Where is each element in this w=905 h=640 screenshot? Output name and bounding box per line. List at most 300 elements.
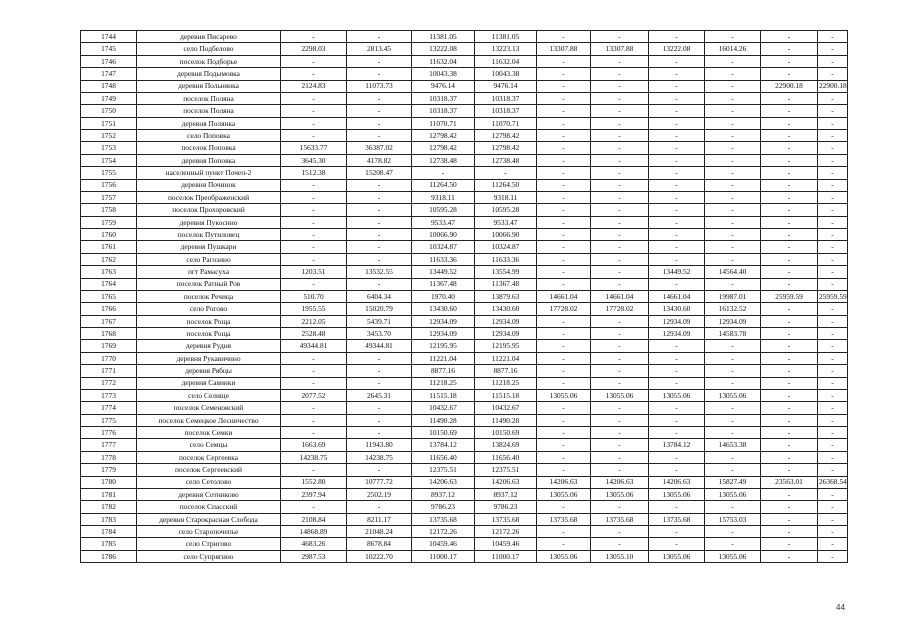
value-cell: - (649, 204, 705, 216)
value-cell: - (818, 117, 848, 129)
value-cell: - (649, 68, 705, 80)
settlement-name-cell: деревня Савинки (137, 377, 281, 389)
value-cell: - (347, 204, 412, 216)
row-number-cell: 1756 (81, 179, 137, 191)
row-number-cell: 1772 (81, 377, 137, 389)
table-row (81, 266, 848, 278)
value-cell: 1663.69 (281, 439, 347, 451)
value-cell: 11264.50 (475, 179, 537, 191)
value-cell: 2124.83 (281, 80, 347, 92)
value-cell: - (591, 328, 649, 340)
value-cell: - (537, 278, 591, 290)
value-cell: - (705, 55, 761, 67)
value-cell: 10324.87 (475, 241, 537, 253)
row-number-cell: 1750 (81, 105, 137, 117)
value-cell: 12195.95 (412, 340, 475, 352)
value-cell: - (281, 253, 347, 265)
value-cell: 16132.52 (705, 303, 761, 315)
value-cell: - (591, 216, 649, 228)
value-cell: 14206.63 (537, 476, 591, 488)
value-cell: 2212.05 (281, 315, 347, 327)
value-cell: - (761, 513, 818, 525)
value-cell: 4178.82 (347, 154, 412, 166)
value-cell: 12375.51 (412, 464, 475, 476)
row-number-cell: 1752 (81, 130, 137, 142)
value-cell: - (537, 142, 591, 154)
value-cell: - (761, 229, 818, 241)
value-cell: - (761, 414, 818, 426)
table-row (81, 538, 848, 550)
value-cell: 11218.25 (412, 377, 475, 389)
value-cell: - (281, 365, 347, 377)
value-cell: - (537, 204, 591, 216)
value-cell: 14661.04 (591, 290, 649, 302)
value-cell: - (649, 80, 705, 92)
value-cell: 10595.28 (412, 204, 475, 216)
table-row (81, 550, 848, 562)
value-cell: 15020.79 (347, 303, 412, 315)
value-cell: - (818, 43, 848, 55)
value-cell: 22900.18 (761, 80, 818, 92)
table-row (81, 43, 848, 55)
value-cell: 1552.80 (281, 476, 347, 488)
value-cell: - (649, 216, 705, 228)
settlement-name-cell: поселок Речица (137, 290, 281, 302)
value-cell: - (649, 191, 705, 203)
value-cell: - (347, 216, 412, 228)
value-cell: - (705, 427, 761, 439)
value-cell: - (591, 117, 649, 129)
tariff-table (80, 30, 848, 563)
settlement-name-cell: поселок Преображенский (137, 191, 281, 203)
value-cell: - (705, 167, 761, 179)
table-row (81, 464, 848, 476)
value-cell: - (705, 92, 761, 104)
value-cell: - (818, 55, 848, 67)
value-cell: - (537, 154, 591, 166)
settlement-name-cell: деревня Пукосино (137, 216, 281, 228)
settlement-name-cell: пгт Рамасуха (137, 266, 281, 278)
value-cell: - (818, 550, 848, 562)
value-cell: - (761, 365, 818, 377)
value-cell: - (591, 229, 649, 241)
settlement-name-cell: деревня Пушкари (137, 241, 281, 253)
value-cell: 10066.90 (475, 229, 537, 241)
table-row (81, 204, 848, 216)
settlement-name-cell: село Сетолово (137, 476, 281, 488)
value-cell: - (347, 501, 412, 513)
value-cell: 10324.87 (412, 241, 475, 253)
value-cell: 19987.01 (705, 290, 761, 302)
value-cell: - (649, 402, 705, 414)
value-cell: - (281, 130, 347, 142)
value-cell: 26368.54 (819, 477, 847, 487)
value-cell: - (818, 31, 848, 43)
table-row (81, 439, 848, 451)
value-cell: - (705, 526, 761, 538)
value-cell: - (591, 105, 649, 117)
value-cell: - (761, 179, 818, 191)
value-cell: - (761, 402, 818, 414)
value-cell: - (537, 377, 591, 389)
value-cell: - (281, 229, 347, 241)
value-cell: 12172.26 (412, 526, 475, 538)
table-row (81, 191, 848, 203)
value-cell: 2397.94 (281, 488, 347, 500)
settlement-name-cell: деревня Рукавичино (137, 352, 281, 364)
value-cell: 1970.40 (412, 290, 475, 302)
row-number-cell: 1769 (81, 340, 137, 352)
value-cell: 13055.06 (649, 488, 705, 500)
value-cell: - (761, 142, 818, 154)
value-cell: - (818, 278, 848, 290)
row-number-cell: 1749 (81, 92, 137, 104)
value-cell: - (818, 315, 848, 327)
value-cell: 11381.05 (412, 31, 475, 43)
value-cell: 2813.45 (347, 43, 412, 55)
value-cell: 13532.55 (347, 266, 412, 278)
value-cell: - (761, 31, 818, 43)
settlement-name-cell: населенный пункт Почеп-2 (137, 167, 281, 179)
table-row (81, 80, 848, 92)
settlement-name-cell: поселок Поляна (137, 92, 281, 104)
value-cell: - (818, 538, 848, 550)
row-number-cell: 1768 (81, 328, 137, 340)
value-cell: 11490.28 (475, 414, 537, 426)
value-cell: - (591, 241, 649, 253)
value-cell: 12934.09 (475, 328, 537, 340)
value-cell: - (537, 253, 591, 265)
value-cell: 17728.02 (537, 303, 591, 315)
value-cell: - (649, 253, 705, 265)
value-cell: - (537, 464, 591, 476)
value-cell: 13879.63 (475, 290, 537, 302)
value-cell: 14564.40 (705, 266, 761, 278)
settlement-name-cell: село Подбелово (137, 43, 281, 55)
value-cell: - (705, 130, 761, 142)
value-cell: - (818, 414, 848, 426)
row-number-cell: 1766 (81, 303, 137, 315)
settlement-name-cell: село Семцы (137, 439, 281, 451)
value-cell: - (649, 130, 705, 142)
settlement-name-cell: деревня Писарево (137, 31, 281, 43)
value-cell: 12798.42 (475, 142, 537, 154)
value-cell: 22900.18 (819, 81, 847, 91)
value-cell: - (281, 117, 347, 129)
value-cell: - (347, 253, 412, 265)
value-cell: 2987.53 (281, 550, 347, 562)
value-cell: - (818, 253, 848, 265)
value-cell: 11633.36 (475, 253, 537, 265)
value-cell: - (649, 278, 705, 290)
value-cell: 10318.37 (475, 105, 537, 117)
value-cell: - (761, 43, 818, 55)
value-cell: 2502.19 (347, 488, 412, 500)
value-cell: 10043.38 (412, 68, 475, 80)
value-cell: 13222.08 (649, 43, 705, 55)
value-cell: 14206.63 (649, 476, 705, 488)
value-cell: - (537, 80, 591, 92)
table-row (81, 92, 848, 104)
value-cell: 14238.75 (281, 451, 347, 463)
value-cell: - (537, 315, 591, 327)
value-cell: 13307.88 (537, 43, 591, 55)
value-cell: 14206.63 (412, 476, 475, 488)
value-cell: - (818, 142, 848, 154)
value-cell: - (761, 68, 818, 80)
value-cell: - (537, 451, 591, 463)
row-number-cell: 1782 (81, 501, 137, 513)
value-cell: 12934.09 (412, 328, 475, 340)
value-cell: - (818, 427, 848, 439)
value-cell: - (761, 105, 818, 117)
value-cell: - (649, 414, 705, 426)
value-cell: - (347, 117, 412, 129)
value-cell: - (761, 526, 818, 538)
value-cell: 11381.05 (475, 31, 537, 43)
value-cell: 2528.48 (281, 328, 347, 340)
settlement-name-cell: поселок Сергеевка (137, 451, 281, 463)
value-cell: 13055.06 (649, 389, 705, 401)
value-cell: 10150.69 (475, 427, 537, 439)
value-cell: - (537, 229, 591, 241)
settlement-name-cell: деревня Рябцы (137, 365, 281, 377)
value-cell: - (761, 340, 818, 352)
value-cell: 16014.26 (705, 43, 761, 55)
row-number-cell: 1770 (81, 352, 137, 364)
row-number-cell: 1785 (81, 538, 137, 550)
value-cell: - (705, 117, 761, 129)
value-cell: - (818, 501, 848, 513)
value-cell: - (761, 55, 818, 67)
value-cell: 4683.26 (281, 538, 347, 550)
value-cell: 13735.68 (591, 513, 649, 525)
value-cell: - (818, 191, 848, 203)
value-cell: 9318.11 (475, 191, 537, 203)
value-cell: - (761, 117, 818, 129)
value-cell: 11000.17 (475, 550, 537, 562)
settlement-name-cell: деревня Старокрасная Слобода (137, 513, 281, 525)
settlement-name-cell: поселок Семки (137, 427, 281, 439)
table-row (81, 340, 848, 352)
value-cell: - (281, 414, 347, 426)
value-cell: 510.70 (281, 290, 347, 302)
value-cell: - (591, 501, 649, 513)
settlement-name-cell: деревня Подымовка (137, 68, 281, 80)
value-cell: 12738.48 (475, 154, 537, 166)
value-cell: - (591, 451, 649, 463)
value-cell: - (818, 328, 848, 340)
settlement-name-cell: деревня Полянка (137, 117, 281, 129)
row-number-cell: 1771 (81, 365, 137, 377)
value-cell: 14206.63 (475, 476, 537, 488)
value-cell: 11656.40 (412, 451, 475, 463)
table-row (81, 117, 848, 129)
value-cell: 12195.95 (475, 340, 537, 352)
value-cell: - (818, 204, 848, 216)
value-cell: 11515.18 (412, 389, 475, 401)
value-cell: - (818, 488, 848, 500)
value-cell: - (761, 92, 818, 104)
value-cell: - (591, 315, 649, 327)
value-cell: - (537, 526, 591, 538)
settlement-name-cell: деревня Польнянка (137, 80, 281, 92)
value-cell: 14661.04 (537, 290, 591, 302)
table-row (81, 154, 848, 166)
value-cell: - (537, 328, 591, 340)
value-cell: - (705, 154, 761, 166)
row-number-cell: 1761 (81, 241, 137, 253)
row-number-cell: 1757 (81, 191, 137, 203)
value-cell: 1955.55 (281, 303, 347, 315)
table-row (81, 365, 848, 377)
value-cell: 13735.68 (412, 513, 475, 525)
value-cell: - (761, 191, 818, 203)
value-cell: - (649, 464, 705, 476)
value-cell: - (761, 488, 818, 500)
value-cell: 10777.72 (347, 476, 412, 488)
value-cell: - (649, 526, 705, 538)
value-cell: 9476.14 (475, 80, 537, 92)
value-cell: - (705, 80, 761, 92)
value-cell: 2108.84 (281, 513, 347, 525)
value-cell: 13222.08 (412, 43, 475, 55)
row-number-cell: 1774 (81, 402, 137, 414)
value-cell: 13824.69 (475, 439, 537, 451)
value-cell: 14583.78 (705, 328, 761, 340)
value-cell: - (649, 538, 705, 550)
value-cell: 8937.12 (412, 488, 475, 500)
value-cell: - (591, 154, 649, 166)
value-cell: 49344.81 (281, 340, 347, 352)
value-cell: 14206.63 (591, 476, 649, 488)
value-cell: - (281, 377, 347, 389)
value-cell: - (591, 526, 649, 538)
settlement-name-cell: поселок Путиловец (137, 229, 281, 241)
row-number-cell: 1762 (81, 253, 137, 265)
value-cell: - (347, 365, 412, 377)
value-cell: 12738.48 (412, 154, 475, 166)
value-cell: - (591, 352, 649, 364)
value-cell: - (761, 278, 818, 290)
settlement-name-cell: поселок Спасский (137, 501, 281, 513)
row-number-cell: 1760 (81, 229, 137, 241)
value-cell: 12798.42 (412, 142, 475, 154)
value-cell: - (591, 365, 649, 377)
settlement-name-cell: деревня Рудня (137, 340, 281, 352)
value-cell: 36387.02 (347, 142, 412, 154)
value-cell: 10318.37 (475, 92, 537, 104)
row-number-cell: 1778 (81, 451, 137, 463)
table-row (81, 130, 848, 142)
value-cell: - (347, 68, 412, 80)
value-cell: - (591, 464, 649, 476)
value-cell: - (705, 402, 761, 414)
value-cell: 11656.40 (475, 451, 537, 463)
value-cell: 13449.52 (412, 266, 475, 278)
value-cell: - (281, 92, 347, 104)
value-cell: - (347, 414, 412, 426)
value-cell: 8678.84 (347, 538, 412, 550)
value-cell: - (649, 105, 705, 117)
value-cell: 13307.88 (591, 43, 649, 55)
table-row (81, 105, 848, 117)
value-cell: - (281, 402, 347, 414)
value-cell: - (347, 464, 412, 476)
value-cell: - (537, 439, 591, 451)
value-cell: 11221.04 (412, 352, 475, 364)
value-cell: 11632.04 (412, 55, 475, 67)
value-cell: - (818, 167, 848, 179)
value-cell: - (705, 464, 761, 476)
value-cell: - (591, 402, 649, 414)
value-cell: - (537, 266, 591, 278)
value-cell: - (705, 365, 761, 377)
value-cell: - (818, 229, 848, 241)
value-cell: - (591, 142, 649, 154)
value-cell: - (281, 31, 347, 43)
value-cell: 49344.81 (347, 340, 412, 352)
table-row (81, 488, 848, 500)
value-cell: - (761, 439, 818, 451)
row-number-cell: 1779 (81, 464, 137, 476)
value-cell: - (761, 550, 818, 562)
value-cell: - (761, 303, 818, 315)
value-cell: 3645.30 (281, 154, 347, 166)
table-row (81, 402, 848, 414)
value-cell: 13055.06 (705, 389, 761, 401)
value-cell: 25959.59 (761, 290, 818, 302)
value-cell: 14238.75 (347, 451, 412, 463)
value-cell: - (705, 142, 761, 154)
row-number-cell: 1777 (81, 439, 137, 451)
row-number-cell: 1764 (81, 278, 137, 290)
value-cell: - (705, 538, 761, 550)
value-cell: - (281, 278, 347, 290)
value-cell: 11633.36 (412, 253, 475, 265)
value-cell: 9318.11 (412, 191, 475, 203)
value-cell: 11943.80 (347, 439, 412, 451)
row-number-cell: 1746 (81, 55, 137, 67)
value-cell: 10595.28 (475, 204, 537, 216)
value-cell: - (818, 241, 848, 253)
value-cell: - (537, 216, 591, 228)
value-cell: - (347, 130, 412, 142)
table-row (81, 352, 848, 364)
value-cell: - (347, 229, 412, 241)
value-cell: - (761, 167, 818, 179)
value-cell: - (818, 389, 848, 401)
row-number-cell: 1775 (81, 414, 137, 426)
value-cell: - (818, 464, 848, 476)
value-cell: - (537, 241, 591, 253)
value-cell: - (591, 179, 649, 191)
value-cell: 13055.06 (705, 488, 761, 500)
value-cell: 10459.46 (475, 538, 537, 550)
value-cell: 11367.48 (475, 278, 537, 290)
value-cell: - (281, 216, 347, 228)
value-cell: 13055.06 (537, 488, 591, 500)
value-cell: 15633.77 (281, 142, 347, 154)
value-cell: - (761, 427, 818, 439)
value-cell: - (347, 427, 412, 439)
table-row (81, 501, 848, 513)
value-cell: - (761, 389, 818, 401)
value-cell: 11218.25 (475, 377, 537, 389)
value-cell: - (537, 538, 591, 550)
table-row (81, 427, 848, 439)
row-number-cell: 1759 (81, 216, 137, 228)
